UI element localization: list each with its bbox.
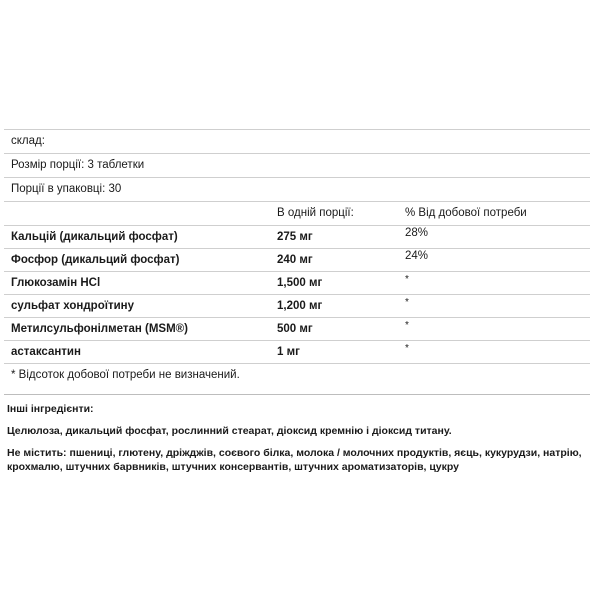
nutrient-row bbox=[4, 295, 590, 318]
nutrient-row bbox=[4, 341, 590, 364]
supplement-facts-table bbox=[4, 129, 590, 390]
nutrient-daily-value: * bbox=[405, 297, 409, 308]
servings-per-pack: Порції в упаковці: 30 bbox=[11, 183, 122, 195]
footnote-row bbox=[4, 364, 590, 390]
nutrient-row bbox=[4, 226, 590, 249]
nutrient-row bbox=[4, 318, 590, 341]
per-serving-header: В одній порції: bbox=[277, 207, 354, 219]
servings-per-pack-row bbox=[4, 178, 590, 202]
serving-size: Розмір порції: 3 таблетки bbox=[11, 159, 145, 171]
nutrient-amount: 240 мг bbox=[277, 254, 313, 266]
nutrient-name: Глюкозамін HCl bbox=[11, 277, 101, 289]
nutrient-daily-value: * bbox=[405, 274, 409, 285]
composition-label: склад: bbox=[11, 135, 45, 147]
composition-row bbox=[4, 129, 590, 154]
other-ingredients-list: Целюлоза, дикальций фосфат, рослинний стеарат, діоксид кремнію і діоксид титану. bbox=[7, 425, 452, 437]
nutrient-name: Кальцій (дикальций фосфат) bbox=[11, 231, 178, 243]
nutrient-daily-value: 24% bbox=[405, 250, 429, 262]
nutrient-row bbox=[4, 249, 590, 272]
nutrient-daily-value: * bbox=[405, 320, 409, 331]
nutrient-daily-value: * bbox=[405, 343, 409, 354]
column-header-row bbox=[4, 202, 590, 226]
nutrient-amount: 275 мг bbox=[277, 231, 313, 243]
serving-size-row bbox=[4, 154, 590, 178]
nutrient-row bbox=[4, 272, 590, 295]
daily-value-header: % Від добової потреби bbox=[405, 207, 527, 219]
nutrient-name: Фосфор (дикальций фосфат) bbox=[11, 254, 180, 266]
nutrient-name: астаксантин bbox=[11, 346, 81, 358]
nutrient-daily-value: 28% bbox=[405, 227, 429, 239]
nutrient-name: Метилсульфонілметан (MSM®) bbox=[11, 323, 188, 335]
nutrient-amount: 1,500 мг bbox=[277, 277, 323, 289]
nutrient-amount: 500 мг bbox=[277, 323, 313, 335]
nutrient-amount: 1 мг bbox=[277, 346, 300, 358]
section-divider bbox=[4, 394, 590, 395]
footnote: * Відсоток добової потреби не визначений. bbox=[11, 369, 240, 381]
nutrient-amount: 1,200 мг bbox=[277, 300, 323, 312]
other-ingredients-title: Інші інгредієнти: bbox=[7, 403, 94, 415]
allergen-free-statement: Не містить: пшениці, глютену, дріжджів, соєвого білка, молока / молочних продуктів, яєць, кукурудзи, натрію, крохмалю, штучних барвників, штучних консервантів, штучних ароматизаторів, цукру bbox=[7, 447, 582, 473]
nutrient-name: сульфат хондроїтину bbox=[11, 300, 135, 312]
